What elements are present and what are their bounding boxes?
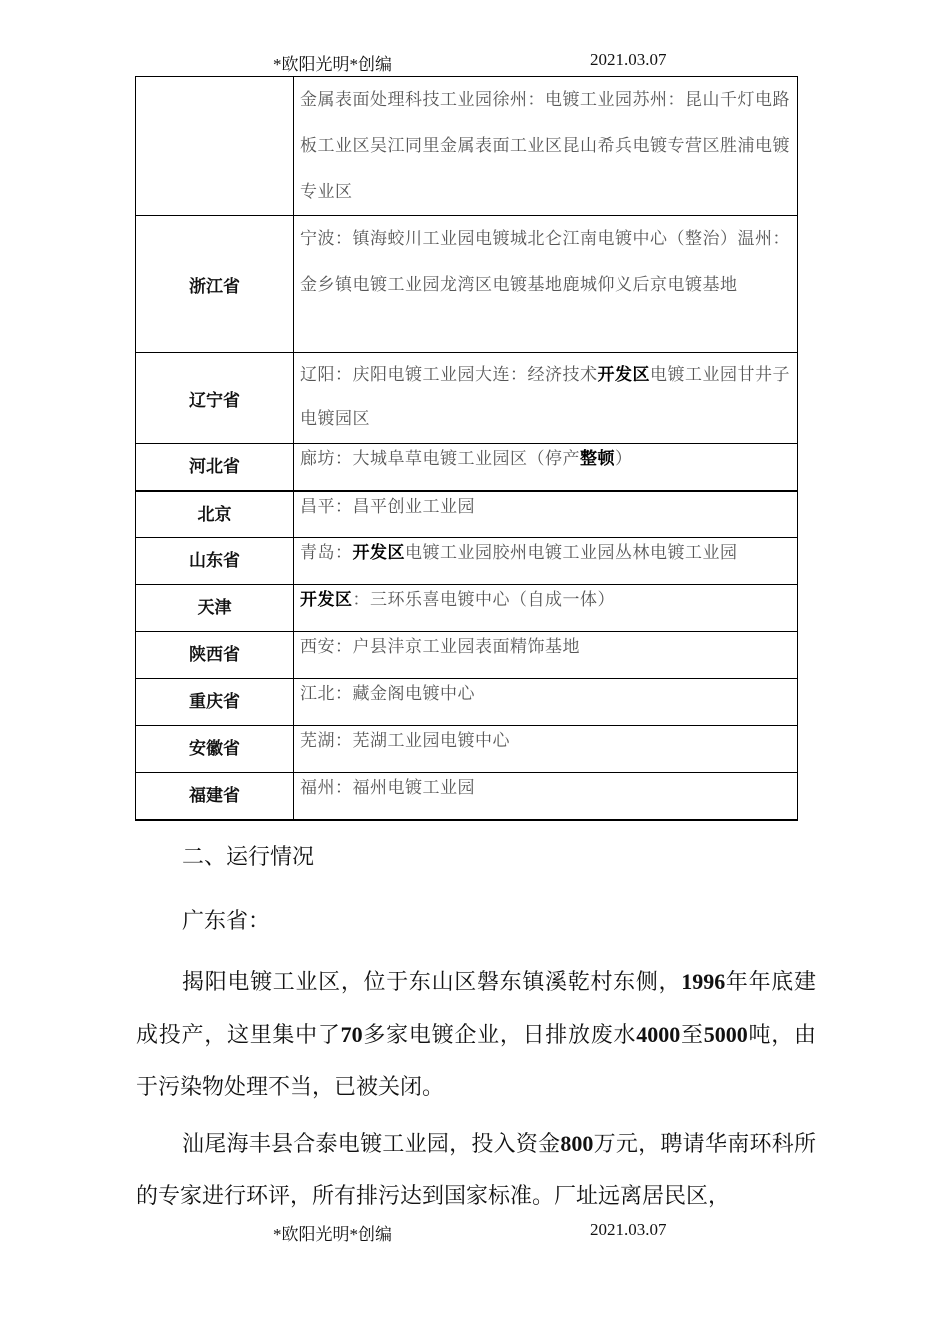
paragraph-text: 多家电镀企业，日排放废水 — [362, 1023, 637, 1048]
province-cell: 陕西省 — [136, 632, 294, 679]
park-text-bold: 开发区 — [597, 365, 650, 385]
table-row — [136, 679, 798, 726]
park-text-bold: 开发区 — [352, 543, 405, 563]
park-text-bold: 开发区 — [300, 590, 353, 610]
paragraph-text: 年年底建成投产，这里集中了 — [136, 970, 816, 1048]
table-row — [136, 77, 798, 216]
header-date: 2021.03.07 — [590, 50, 667, 69]
table-row — [136, 632, 798, 679]
park-text: 电镀工业园甘井子电镀园区 — [300, 365, 790, 429]
paragraph-number: 70 — [340, 1022, 363, 1047]
industrial-park-table — [135, 76, 798, 821]
paragraph-text: 万元，聘请华南环科所的专家进行环评，所有排污达到国家标准。厂址远离居民区， — [136, 1132, 816, 1209]
table-row — [136, 773, 798, 820]
park-text: ） — [615, 449, 633, 469]
park-list-cell: 福州：福州电镀工业园 — [294, 773, 798, 820]
page-footer — [0, 1220, 950, 1250]
park-text: ：三环乐喜电镀中心（自成一体） — [352, 590, 615, 610]
park-list-cell: 宁波：镇海蛟川工业园电镀城北仑江南电镀中心（整治）温州：金乡镇电镀工业园龙湾区电镀基地鹿城仰义后京电镀基地 — [294, 216, 798, 353]
paragraph-number: 5000 — [703, 1022, 748, 1047]
park-text: 廊坊：大城阜草电镀工业园区（停产 — [300, 449, 580, 469]
province-cell: 安徽省 — [136, 726, 294, 773]
province-cell: 北京 — [136, 491, 294, 538]
table-row — [136, 726, 798, 773]
province-cell: 辽宁省 — [136, 353, 294, 444]
section-heading: 二、运行情况 — [182, 845, 315, 870]
park-text: 电镀工业园胶州电镀工业园丛林电镀工业园 — [405, 543, 738, 563]
paragraph-text: 揭阳电镀工业区，位于东山区磐东镇溪乾村东侧， — [182, 970, 682, 995]
table-row — [136, 353, 798, 444]
park-list-cell: 金属表面处理科技工业园徐州：电镀工业园苏州：昆山千灯电路板工业区吴江同里金属表面工业区昆山希兵电镀专营区胜浦电镀专业区 — [294, 77, 798, 216]
park-list-cell: 西安：户县沣京工业园表面精饰基地 — [294, 632, 798, 679]
province-cell: 山东省 — [136, 538, 294, 585]
table-row — [136, 216, 798, 353]
park-list-cell — [294, 353, 798, 444]
table-row — [136, 491, 798, 538]
paragraph-text: 至 — [680, 1023, 704, 1048]
table-row — [136, 538, 798, 585]
park-list-cell — [294, 538, 798, 585]
province-subheading: 广东省： — [182, 909, 271, 934]
park-list-cell — [294, 444, 798, 491]
header-author: *欧阳光明*创编 — [273, 55, 392, 74]
park-text-bold: 整顿 — [580, 449, 615, 469]
province-cell: 天津 — [136, 585, 294, 632]
park-list-cell: 芜湖：芜湖工业园电镀中心 — [294, 726, 798, 773]
province-cell: 浙江省 — [136, 216, 294, 353]
paragraph-number: 1996 — [681, 969, 726, 994]
park-text: 青岛： — [300, 543, 353, 563]
province-cell: 福建省 — [136, 773, 294, 820]
province-cell: 重庆省 — [136, 679, 294, 726]
body-paragraph — [136, 956, 816, 1114]
park-text: 辽阳：庆阳电镀工业园大连：经济技术 — [300, 365, 598, 385]
footer-author: *欧阳光明*创编 — [273, 1225, 392, 1244]
province-cell: 河北省 — [136, 444, 294, 491]
paragraph-number: 800 — [560, 1131, 594, 1156]
park-list-cell — [294, 585, 798, 632]
body-paragraph — [136, 1118, 816, 1223]
province-cell — [136, 77, 294, 216]
paragraph-number: 4000 — [636, 1022, 681, 1047]
paragraph-text: 汕尾海丰县合泰电镀工业园，投入资金 — [182, 1132, 561, 1157]
table-row — [136, 444, 798, 491]
paragraph-text: 吨，由于污染物处理不当，已被关闭。 — [136, 1023, 816, 1100]
park-list-cell: 昌平：昌平创业工业园 — [294, 491, 798, 538]
footer-date: 2021.03.07 — [590, 1220, 667, 1239]
park-list-cell: 江北：藏金阁电镀中心 — [294, 679, 798, 726]
table-row — [136, 585, 798, 632]
